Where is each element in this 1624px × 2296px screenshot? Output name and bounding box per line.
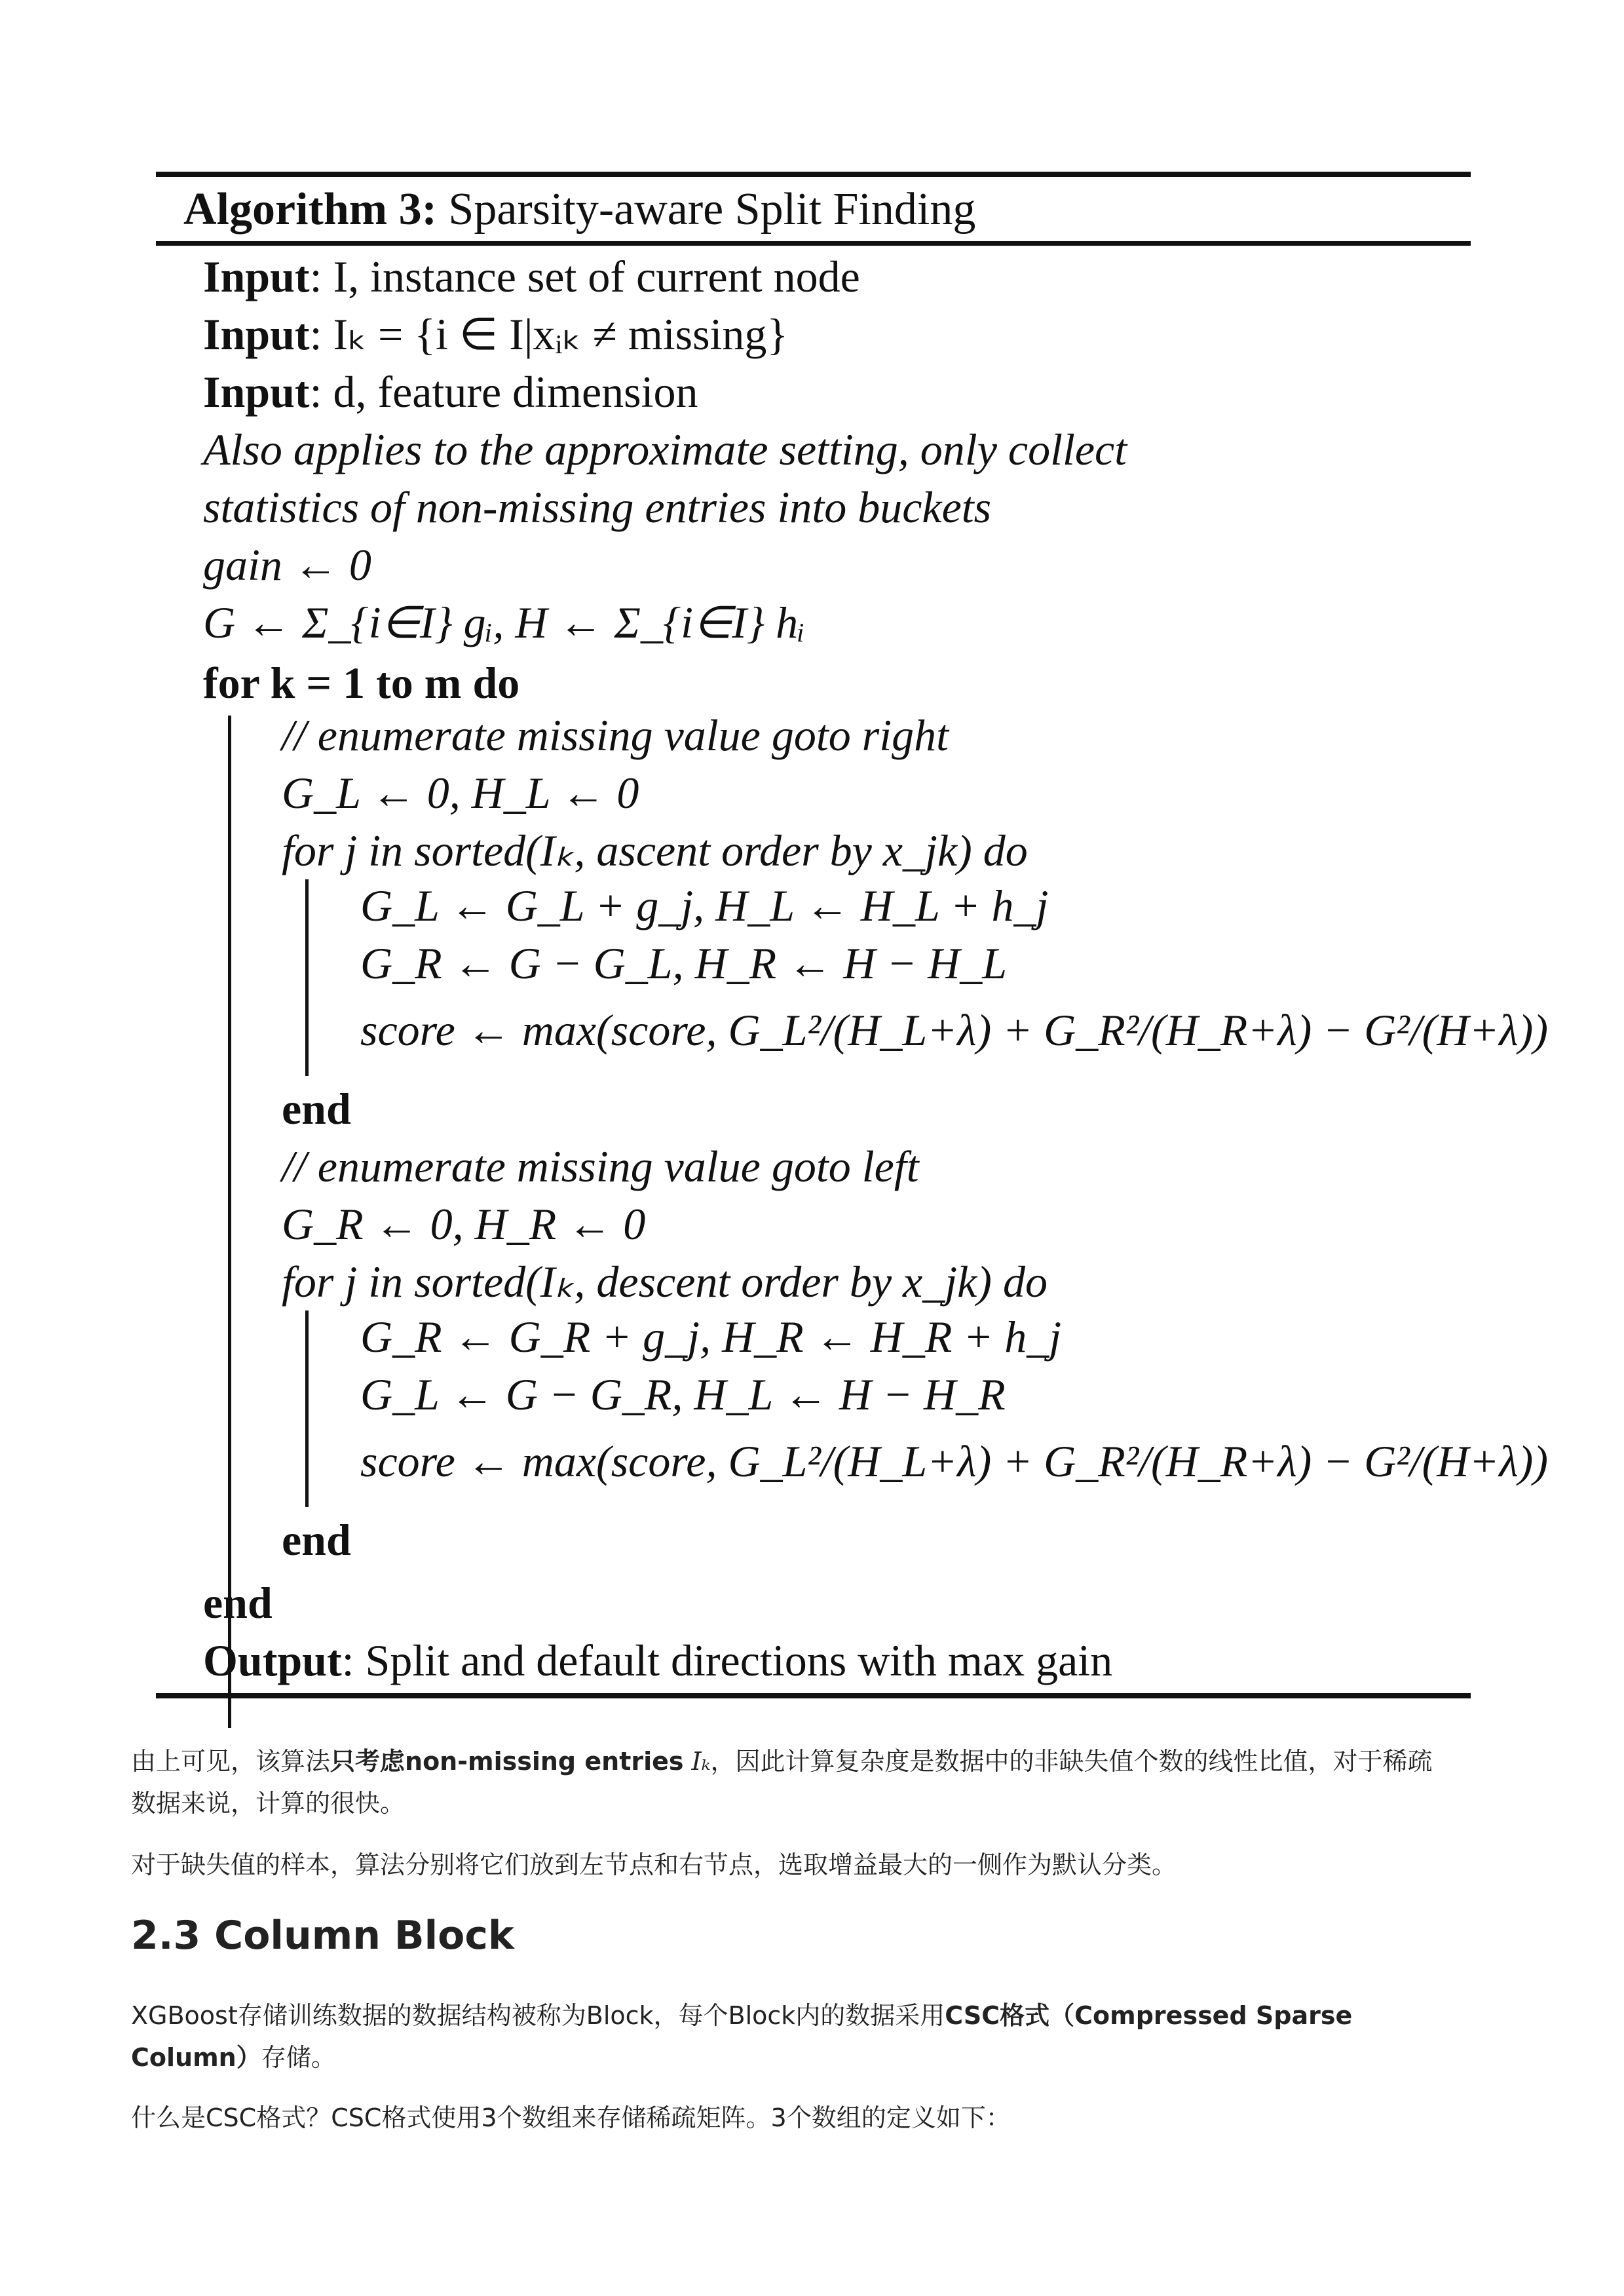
output-keyword: Output — [203, 1636, 342, 1685]
input-text: : I, instance set of current node — [309, 252, 860, 301]
input-text: : d, feature dimension — [309, 367, 698, 417]
input-keyword: Input — [203, 252, 310, 301]
gain-init-line: gain ← 0 — [203, 540, 371, 590]
end-outer: end — [203, 1578, 273, 1628]
update-right-1-line: G_R ← G_R + g_j, H_R ← H_R + h_j — [360, 1312, 1062, 1362]
comment-right-line: // enumerate missing value goto right — [282, 710, 949, 760]
paragraph-3-text-b: 存储。 — [261, 2043, 336, 2072]
paragraph-3 — [131, 1995, 1507, 2078]
update-left-1-line: G_L ← G_L + g_j, H_L ← H_L + h_j — [360, 881, 1049, 930]
paragraph-1-bold: 只考虑non-missing entries — [330, 1747, 684, 1776]
algorithm-top-rule — [156, 172, 1471, 177]
output-text: : Split and default directions with max gain — [341, 1636, 1113, 1685]
comment-line-1b: statistics of non-missing entries into buckets — [203, 482, 992, 532]
input-line-2 — [203, 308, 788, 360]
paragraph-3-bold-1: CSC格式（Compressed Sparse — [945, 2001, 1353, 2030]
inner-loop-bar-1 — [305, 879, 309, 1076]
init-right-line: G_R ← 0, H_R ← 0 — [282, 1199, 646, 1249]
output-line — [203, 1634, 1112, 1687]
paragraph-3-bold-2: Column） — [131, 2043, 261, 2072]
section-heading: 2.3 Column Block — [131, 1913, 514, 1959]
input-text: : Iₖ = {i ∈ I|xᵢₖ ≠ missing} — [309, 309, 789, 359]
paragraph-1 — [131, 1740, 1507, 1824]
end-inner-1: end — [282, 1084, 351, 1134]
comment-line-1a: Also applies to the approximate setting, only collect — [203, 425, 1127, 474]
input-keyword: Input — [203, 367, 310, 417]
input-keyword: Input — [203, 309, 310, 359]
algorithm-box — [156, 172, 1548, 1698]
for-ascent-line: for j in sorted(Iₖ, ascent order by x_jk) do — [282, 826, 1028, 875]
input-line-3 — [203, 366, 698, 418]
gh-init-line: G ← Σ_{i∈I} gᵢ, H ← Σ_{i∈I} hᵢ — [203, 598, 805, 647]
algorithm-bottom-rule — [156, 1693, 1471, 1698]
algorithm-mid-rule — [156, 241, 1471, 246]
comment-left-line: // enumerate missing value goto left — [282, 1141, 919, 1191]
score-line-1: score ← max(score, G_L²/(H_L+λ) + G_R²/(H_R+λ) − G²/(H+λ)) — [360, 1005, 1548, 1055]
paragraph-1-text-c: 数据来说，计算的很快。 — [131, 1789, 406, 1818]
paragraph-2: 对于缺失值的样本，算法分别将它们放到左节点和右节点，选取增益最大的一侧作为默认分类。 — [131, 1850, 1177, 1879]
for-outer-line: for k = 1 to m do — [203, 658, 520, 708]
paragraph-4: 什么是CSC格式？CSC格式使用3个数组来存储稀疏矩阵。3个数组的定义如下： — [131, 2103, 1011, 2132]
paragraph-3-text-a: XGBoost存储训练数据的数据结构被称为Block，每个Block内的数据采用 — [131, 2001, 945, 2030]
inner-loop-bar-2 — [305, 1311, 309, 1507]
algorithm-title-text: Sparsity-aware Split Finding — [448, 184, 976, 235]
score-line-2: score ← max(score, G_L²/(H_L+λ) + G_R²/(H_R+λ) − G²/(H+λ)) — [360, 1436, 1548, 1486]
update-right-2-line: G_L ← G − G_R, H_L ← H − H_R — [360, 1369, 1006, 1419]
paragraph-1-text-a: 由上可见，该算法 — [131, 1747, 331, 1776]
for-descent-line: for j in sorted(Iₖ, descent order by x_jk) do — [282, 1257, 1048, 1307]
end-inner-2: end — [282, 1515, 351, 1565]
paragraph-1-text-b: ，因此计算复杂度是数据中的非缺失值个数的线性比值，对于稀疏 — [710, 1747, 1433, 1776]
paragraph-1-math: Iₖ — [691, 1747, 711, 1776]
algorithm-title-label: Algorithm 3: — [183, 184, 437, 235]
algorithm-title — [183, 178, 975, 241]
input-line-1 — [203, 250, 860, 303]
init-left-line: G_L ← 0, H_L ← 0 — [282, 768, 639, 818]
update-left-2-line: G_R ← G − G_L, H_R ← H − H_L — [360, 938, 1008, 988]
